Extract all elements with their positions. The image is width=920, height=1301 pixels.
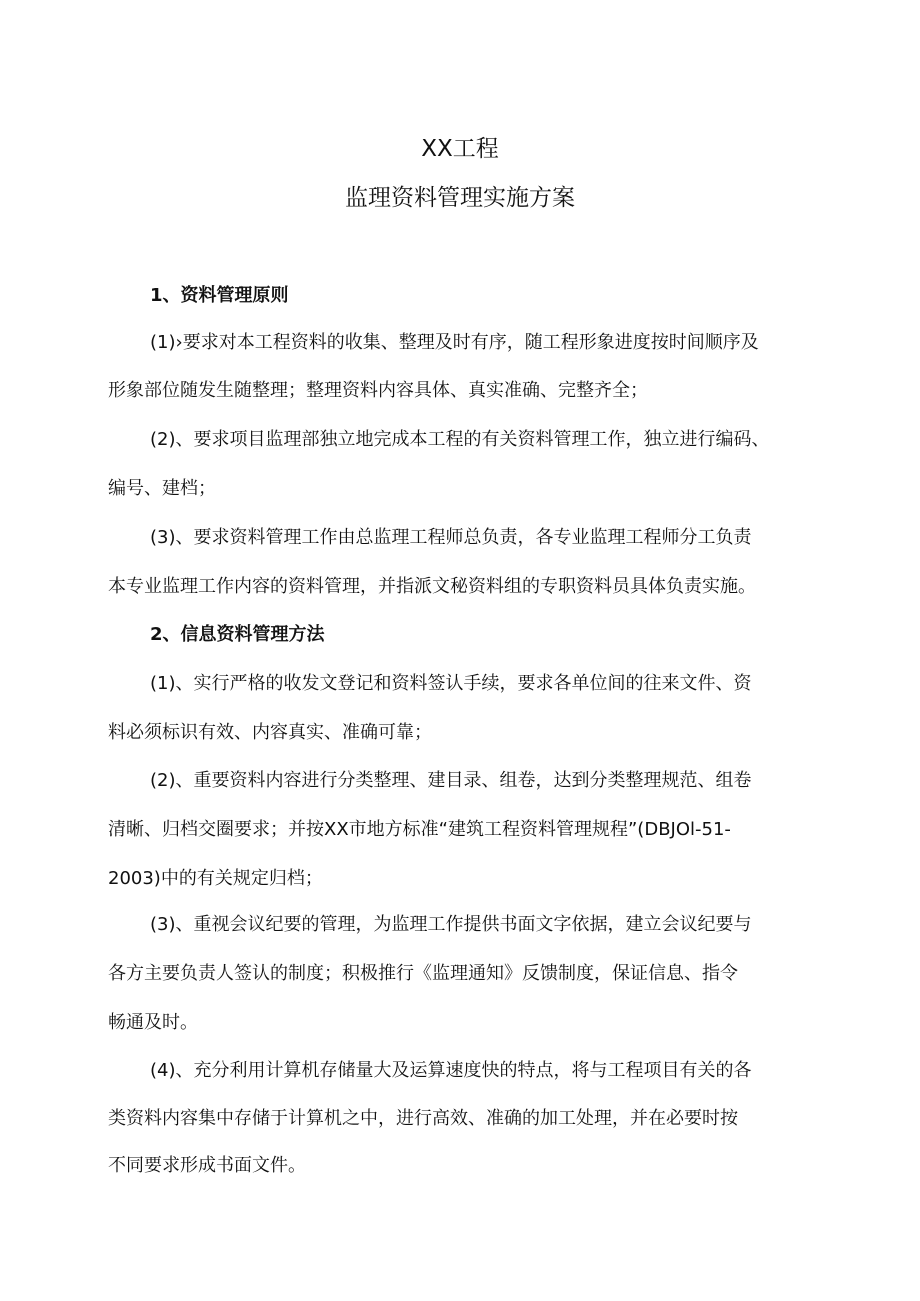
- section-2-item-4-line-1: (4)、充分利用计算机存储量大及运算速度快的特点，将与工程项目有关的各: [150, 1060, 752, 1081]
- section-1-item-2-line-2: 编号、建档；: [108, 478, 216, 499]
- section-2-item-4-line-2: 类资料内容集中存储于计算机之中，进行高效、准确的加工处理，并在必要时按: [108, 1108, 738, 1129]
- section-2-item-3-line-2: 各方主要负责人签认的制度；积极推行《监理通知》反馈制度，保证信息、指令: [108, 963, 738, 984]
- section-2-item-1-line-1: (1)、实行严格的收发文登记和资料签认手续，要求各单位间的往来文件、资: [150, 673, 752, 694]
- section-1-heading: 1、资料管理原则: [150, 285, 289, 306]
- section-2-item-2-line-3: 2003)中的有关规定归档；: [108, 868, 323, 889]
- section-2-item-2-line-2: 清晰、归档交圈要求；并按XX市地方标准“建筑工程资料管理规程”(DBJOl-51-: [108, 819, 731, 840]
- section-1-item-3-line-1: (3)、要求资料管理工作由总监理工程师总负责，各专业监理工程师分工负责: [150, 527, 752, 548]
- section-2-item-4-line-3: 不同要求形成书面文件。: [108, 1155, 306, 1176]
- section-1-item-2-line-1: (2)、要求项目监理部独立地完成本工程的有关资料管理工作，独立进行编码、: [150, 429, 770, 450]
- section-1-item-3-line-2: 本专业监理工作内容的资料管理，并指派文秘资料组的专职资料员具体负责实施。: [108, 576, 756, 597]
- section-2-item-3-line-1: (3)、重视会议纪要的管理，为监理工作提供书面文字依据，建立会议纪要与: [150, 914, 752, 935]
- section-1-item-1-line-1: (1)›要求对本工程资料的收集、整理及时有序，随工程形象进度按时间顺序及: [150, 332, 759, 353]
- section-2-heading: 2、信息资料管理方法: [150, 624, 325, 645]
- section-2-item-3-line-3: 畅通及时。: [108, 1012, 198, 1033]
- section-1-item-1-line-2: 形象部位随发生随整理；整理资料内容具体、真实准确、完整齐全；: [108, 380, 648, 401]
- document-title-project: XX工程: [421, 136, 499, 162]
- document-title-plan: 监理资料管理实施方案: [345, 185, 575, 211]
- section-2-item-1-line-2: 料必须标识有效、内容真实、准确可靠；: [108, 722, 432, 743]
- section-2-item-2-line-1: (2)、重要资料内容进行分类整理、建目录、组卷，达到分类整理规范、组卷: [150, 770, 752, 791]
